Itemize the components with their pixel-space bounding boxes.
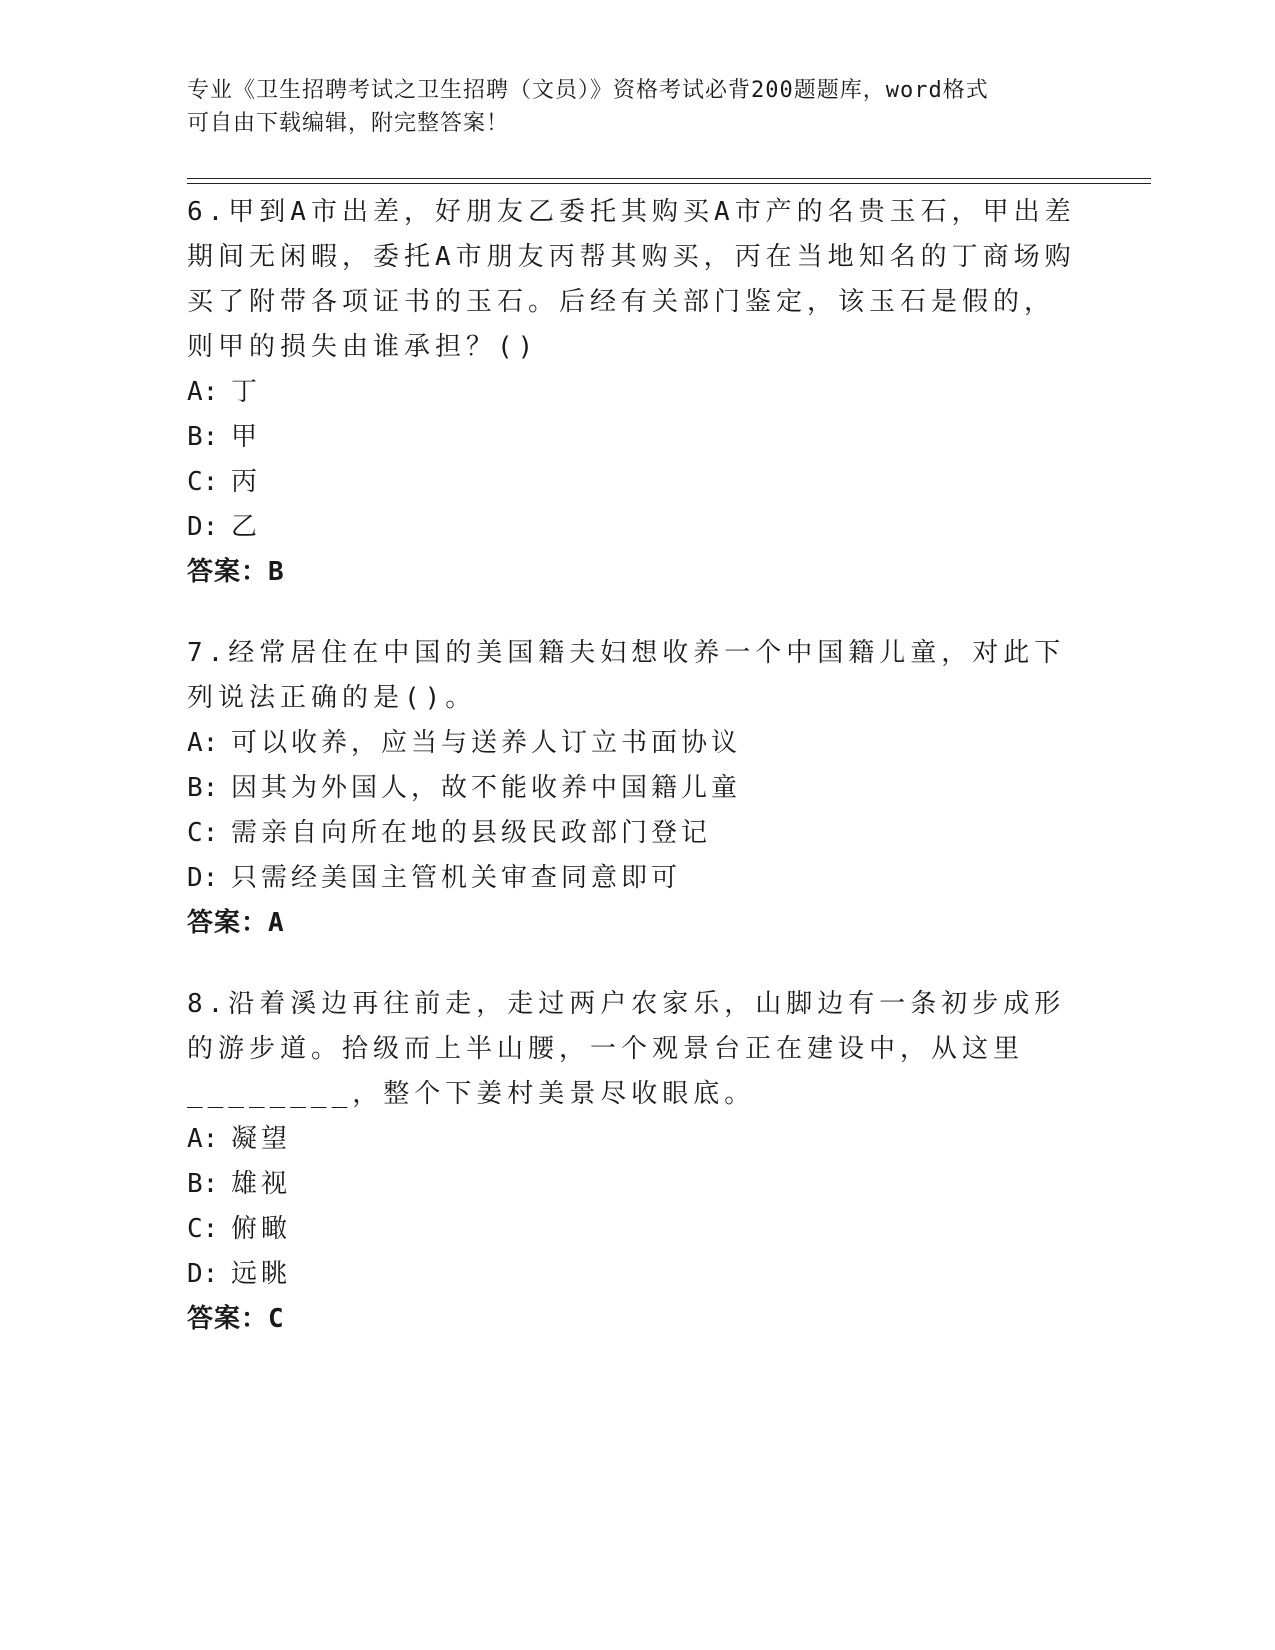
option-text: 只需经美国主管机关审查同意即可 [231, 863, 682, 893]
option-text: 凝望 [231, 1124, 292, 1154]
option-key: A: [187, 1124, 219, 1154]
option-key: C: [187, 467, 219, 497]
document-header [187, 74, 1077, 140]
question-stem: 6.甲到A市出差，好朋友乙委托其购买A市产的名贵玉石，甲出差期间无闲暇，委托A市朋友丙帮其购买，丙在当地知名的丁商场购买了附带各项证书的玉石。后经有关部门鉴定，该玉石是假的，则甲的损失由谁承担？() [187, 197, 1076, 362]
option-text: 丙 [231, 467, 262, 497]
option-key: D: [187, 863, 219, 893]
header-line-1: 专业《卫生招聘考试之卫生招聘（文员）》资格考试必背200题题库，word格式 [187, 78, 989, 103]
question-stem: 8.沿着溪边再往前走，走过两户农家乐，山脚边有一条初步成形的游步道。拾级而上半山腰，一个观景台正在建设中，从这里________，整个下姜村美景尽收眼底。 [187, 989, 1066, 1109]
option-text: 需亲自向所在地的县级民政部门登记 [231, 818, 712, 848]
answer-line: 答案：C [187, 1304, 285, 1334]
option-text: 远眺 [231, 1259, 292, 1289]
question-8 [187, 982, 1077, 1342]
question-stem: 7.经常居住在中国的美国籍夫妇想收养一个中国籍儿童，对此下列说法正确的是()。 [187, 638, 1066, 713]
option-c [187, 460, 1077, 505]
option-d [187, 856, 1077, 901]
option-key: D: [187, 1259, 219, 1289]
option-key: C: [187, 818, 219, 848]
option-b [187, 766, 1077, 811]
answer-line: 答案：A [187, 908, 285, 938]
option-key: D: [187, 512, 219, 542]
option-text: 丁 [231, 377, 262, 407]
option-text: 甲 [231, 422, 262, 452]
option-key: B: [187, 422, 219, 452]
option-d [187, 1252, 1077, 1297]
option-text: 乙 [231, 512, 262, 542]
option-a [187, 1117, 1077, 1162]
option-c [187, 1207, 1077, 1252]
option-key: B: [187, 773, 219, 803]
option-text: 俯瞰 [231, 1214, 292, 1244]
option-text: 雄视 [231, 1169, 292, 1199]
option-a [187, 721, 1077, 766]
answer-line: 答案：B [187, 557, 285, 587]
header-divider [187, 178, 1151, 184]
option-text: 因其为外国人，故不能收养中国籍儿童 [231, 773, 742, 803]
option-b [187, 415, 1077, 460]
option-d [187, 505, 1077, 550]
option-text: 可以收养，应当与送养人订立书面协议 [231, 728, 742, 758]
option-key: A: [187, 728, 219, 758]
option-a [187, 370, 1077, 415]
question-7 [187, 631, 1077, 946]
header-line-2: 可自由下载编辑，附完整答案！ [187, 111, 510, 136]
option-key: C: [187, 1214, 219, 1244]
option-key: B: [187, 1169, 219, 1199]
option-b [187, 1162, 1077, 1207]
option-c [187, 811, 1077, 856]
question-6 [187, 190, 1077, 595]
question-list [187, 190, 1077, 1378]
option-key: A: [187, 377, 219, 407]
